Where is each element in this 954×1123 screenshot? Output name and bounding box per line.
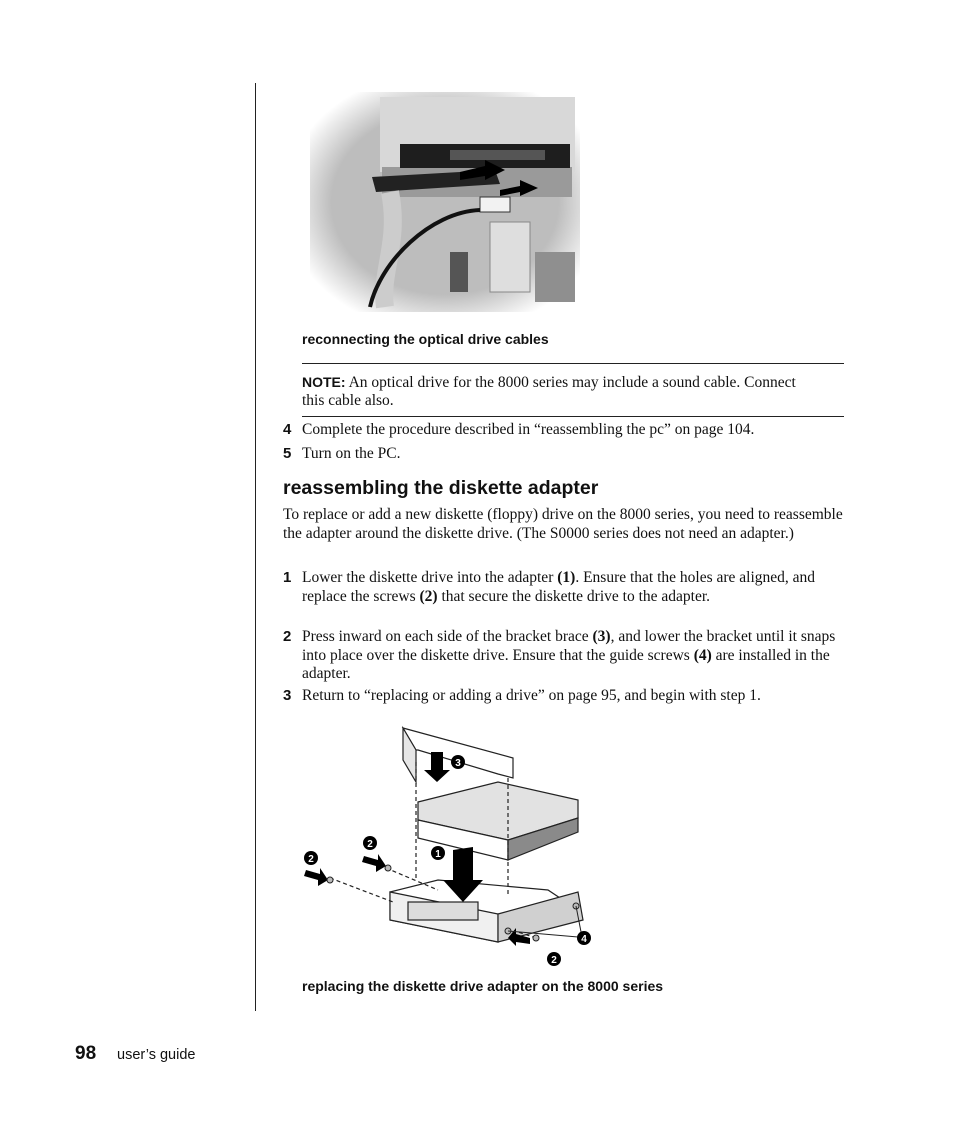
step-number: 3 <box>283 687 292 704</box>
callout-2: 2 <box>551 955 557 966</box>
running-footer: user’s guide <box>117 1047 196 1063</box>
step-text-part: Press inward on each side of the bracket brace <box>302 628 593 645</box>
step-text <box>302 569 842 606</box>
callout-ref: (4) <box>693 646 712 664</box>
step-text-part: . Ensure that the holes are aligned, and replace the screws <box>302 569 816 605</box>
figure2-caption: replacing the diskette drive adapter on the 8000 series <box>302 978 664 994</box>
callout-2: 2 <box>308 854 314 865</box>
step-number: 1 <box>283 569 292 586</box>
callout-ref: (3) <box>592 628 611 645</box>
note-body: An optical drive for the 8000 series may include a sound cable. Connect this cable also. <box>302 374 796 409</box>
section-heading: reassembling the diskette adapter <box>283 477 599 499</box>
step-text: Return to “replacing or adding a drive” on page 95, and begin with step 1. <box>302 687 761 704</box>
step-text: Complete the procedure described in “reassembling the pc” on page 104. <box>302 421 755 438</box>
callout-1: 1 <box>435 849 441 860</box>
step-4 <box>283 421 842 440</box>
figure1-caption: reconnecting the optical drive cables <box>302 331 549 347</box>
step-3 <box>283 687 842 706</box>
step-text <box>302 628 842 684</box>
step-text-part: are installed in the adapter. <box>302 646 830 682</box>
callout-4: 4 <box>581 934 587 945</box>
page-number: 98 <box>75 1043 97 1064</box>
optical-drive-cables-figure <box>310 92 580 312</box>
step-5 <box>283 445 842 464</box>
step-number: 4 <box>283 421 292 438</box>
callout-ref: (2) <box>419 587 438 605</box>
note-box <box>302 363 844 417</box>
note-label: NOTE: <box>302 374 346 390</box>
step-number: 2 <box>283 628 292 645</box>
callout-3: 3 <box>455 758 461 769</box>
margin-rule <box>255 83 256 1011</box>
step-text-part: , and lower the bracket until it snaps into place over the diskette drive. Ensure that the guide screws <box>302 628 836 664</box>
step-number: 5 <box>283 445 292 462</box>
callout-2: 2 <box>367 839 373 850</box>
callout-ref: (1) <box>557 569 576 586</box>
step-1 <box>283 569 842 606</box>
step-text-part: Lower the diskette drive into the adapter <box>302 569 558 586</box>
step-text-part: that secure the diskette drive to the adapter. <box>437 587 711 605</box>
note-text <box>302 373 822 410</box>
section-intro: To replace or add a new diskette (floppy) drive on the 8000 series, you need to reassemble the adapter around the diskette drive. (The S0000 series does not need an adapter.) <box>283 506 843 542</box>
diskette-adapter-figure <box>298 720 598 970</box>
step-text: Turn on the PC. <box>302 445 401 462</box>
step-2 <box>283 628 842 684</box>
